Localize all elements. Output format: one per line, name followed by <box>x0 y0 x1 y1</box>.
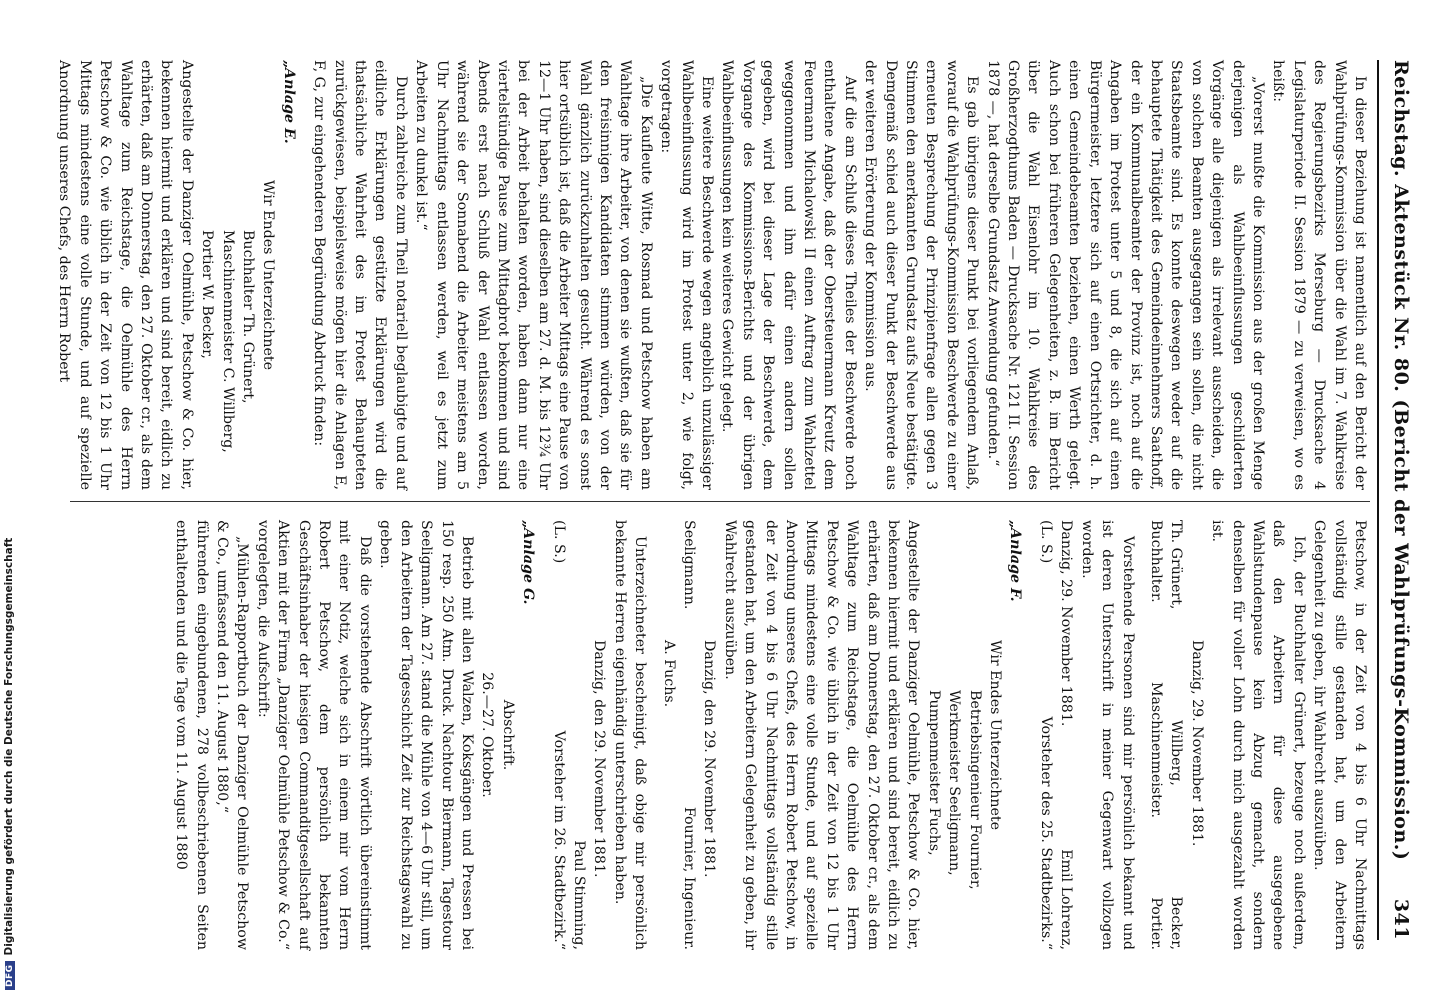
dfg-logo-icon: DFG <box>5 961 15 990</box>
footer-credit <box>3 10 19 990</box>
signatory: Buchhalter Th. Grünert, <box>240 230 257 404</box>
date-line: Danzig, 29. November 1881. <box>1058 520 1075 727</box>
signature-names <box>1166 520 1186 950</box>
footer-strip <box>0 0 22 1000</box>
seal-mark: (L. S.) <box>550 520 567 564</box>
right-column <box>171 520 1370 950</box>
signature: Fournier, Ingenieur. <box>681 806 697 950</box>
annex-f-title: „Anlage F. <box>1007 520 1024 602</box>
declaration-text: Angestellte der Danziger Oelmühle, Petschow & Co. hier, bekennen hiermit und erklären und sind bereit, eidlich zu erhärten, daß am Donnerstag, den 27. Oktober cr., als dem Wahltage zum Reichstage, die Oelmühle des Herrn Petschow & Co. wie üblich in der Zeit von 12 bis 1 Uhr Mittags mindestens eine volle Stunde, und auf spezielle Anordnung unseres Chefs, des Herrn Robert <box>56 60 195 490</box>
signatory: Betriebsingenieur Fournier, <box>966 690 983 890</box>
paragraph: Es gab übrigens dieser Punkt bei vorliegendem Anlaß, worauf die Wahlprüfungs-Kommission Beschwerde zu einer erneuten Besprechung der Prinzipienfrage allen gegen 3 Stimmen den anerkannten Grundsatz aufs Neue bestätigte. Demgemäß schied auch dieser Punkt der Beschwerde aus der weiteren Erörterung der Kommission aus. <box>862 60 981 490</box>
page-number: 341 <box>1390 898 1412 940</box>
date-line: Danzig, den 29. November 1881. <box>591 640 608 878</box>
signature: Seeligmann. <box>681 520 697 610</box>
certification-line <box>1036 520 1056 950</box>
annex-g-title: „Anlage G. <box>520 520 537 605</box>
paragraph: In dieser Beziehung ist namentlich auf den Bericht der Wahlprüfungs-Kommission über die Wahl im 7. Wahlkreise des Regierungsbezirks Merseburg — Drucksache 4 Legislaturperiode II. Session 1879 — zu verweisen, wo es heißt: <box>1270 60 1368 490</box>
running-header <box>1384 60 1412 940</box>
column-divider <box>70 501 1370 502</box>
header-title: Reichstag. Aktenstück Nr. 80. (Bericht der Wahlprüfungs-Kommission.) <box>1390 60 1412 861</box>
declaration-text: Angestellte der Danziger Oelmühle, Petschow & Co. hier, bekennen hiermit und erklären und sind bereit, eidlich zu erhärten, daß am Donnerstag, den 27. Oktober cr., als dem Wahltage zum Reichstage, die Oelmühle des Herrn Petschow & Co. wie üblich in der Zeit von 12 bis 1 Uhr Mittags mindestens eine volle Stunde, und auf spezielle Anordnung unseres Chefs, des Herrn Robert Petschow, in der Zeit von 4 bis 6 Uhr Nachmittags vollständig stille gestanden hat, um den Arbeitern Gelegenheit zu geben, ihr Wahlrecht auszuüben. <box>721 520 922 950</box>
signature: Th. Grünert, <box>1168 520 1185 610</box>
role-label: Vorsteher im 26. Stadtbezirk.“ <box>550 730 567 950</box>
paragraph: Eine weitere Beschwerde wegen angeblich unzulässiger Wahlbeeinflussung wird im Protest unter 2, wie folgt, vorgetragen: <box>658 60 715 490</box>
signature: Emil Lohrenz, <box>1058 849 1075 950</box>
paragraph: Durch zahlreiche zum Theil notariell beglaubigte und auf eidliche Erklärungen gestützte Erklärungen wird die thatsächliche Wahrheit des im Protest Behaupteten zurückgewiesen, beispielsweise mögen hier die Anlagen E, F, G, zur eingehenderen Begründung Abdruck finden: <box>311 60 409 490</box>
quote-paragraph: „Die Kaufleute Witte, Rosmad und Petschow haben am Wahltage ihre Arbeiter, von denen sie wußten, daß sie für den freisinnigen Kandidaten stimmen würden, von der Wahl gänzlich zurückzuhalten gesucht. Während es sonst hier ortsüblich ist, daß die Arbeiter Mittags eine Pause von 12—1 Uhr haben, sind dieselben am 27. d. M. bis 12¾ Uhr bei der Arbeit behalten worden, haben dann nur eine viertelstündige Pause zum Mittagbrot bekommen und sind Abends erst nach Schluß der Wahl entlassen worden, während sie der Sonnabend die Arbeiter meistens am 5 Uhr Nachmittags entlassen werden, weil es jetzt zum Arbeiten zu dunkel ist.“ <box>413 60 654 490</box>
signature: Willberg, <box>1168 720 1185 786</box>
signatories-intro: Wir Endes Unterzeichnete <box>260 180 277 371</box>
paragraph: Daß die vorstehende Abschrift wörtlich übereinstimmt mit einer Notiz, welche sich in einem mir vom Herrn Robert Petschow, dem persönlich bekannten Geschäftsinhaber der hiesigen Commanditgesellschaft auf Aktien mit der Firma „Danziger Oelmühle Petschow & Co.“ vorgelegten, die Aufschrift: <box>254 520 373 950</box>
copy-label: Abschrift. <box>499 699 516 771</box>
role-label: Vorsteher des 25. Stadtbezirks.“ <box>1037 716 1054 950</box>
footer-text: Digitalisierung gefördert durch die Deutsche Forschungsgemeinschaft <box>3 537 15 956</box>
quote-paragraph: „Mühlen-Rapportbuch der Danziger Oelmühle Petschow & Co., umfassend den 11. August 1880,“ <box>214 520 251 950</box>
quote-paragraph: „Vorerst mußte die Kommission aus der großen Menge derjenigen als Wahlbeeinflussungen geschilderten Vorgänge alle diejenigen als irrelevant ausscheiden, die von solchen Beamten ausgegangen sein sollen, die nicht Staatsbeamte sind. Es konnte deswegen weder auf die behauptete Thätigkeit des Gemeindeeinnehmers Saathoff, der ein Kommunalbeamter der Provinz ist, noch auf die Angaben im Protest unter 5 und 8, die sich auf einen Bürgermeister, letztere sich auf einen Ortsrichter, d. h. einen Gemeindebeamten beziehen, einen Werth gelegt. Auch schon bei früheren Gelegenheiten, z. B. im Bericht über die Wahl Eisenlohr im 10. Wahlkreise des Großherzogthums Baden — Drucksache Nr. 121 II. Session 1878 —, hat derselbe Grundsatz Anwendung gefunden.“ <box>984 60 1266 490</box>
date-line: Danzig, 29. November 1881. <box>1188 640 1205 847</box>
annex-e-title: „Anlage E. <box>280 60 297 144</box>
left-column <box>54 60 1370 490</box>
seal-mark: (L. S.) <box>1037 520 1054 564</box>
paragraph: Betrieb mit allen Walzen, Koksgängen und Pressen bei 150 resp. 250 Atm. Druck. Nachtour Biermann, Tagestour Seeligmann. Am 27. stand die Mühle von 4—6 Uhr still, um den Arbeitern der Tagesschicht Zeit zur Reichstagswahl zu geben. <box>377 520 475 950</box>
header-rule <box>1377 60 1379 940</box>
signature: Paul Stimming, <box>570 840 587 950</box>
paragraph: Unterzeichneter bescheinigt, daß obige mir persönlich bekannte Herren eigenhändig unterschrieben haben. <box>611 520 649 950</box>
certification-line <box>1056 520 1076 950</box>
signatories-intro: Wir Endes Unterzeichnete <box>987 640 1004 831</box>
signatory: Werkmeister Seeligmann, <box>946 690 963 876</box>
paragraph: Ich, der Buchhalter Grünert, bezeuge noch außerdem, daß den Arbeitern für diese ausgegebene Wahlstundenpause kein Abzug gemacht, sondern denselben für voller Lohn durch mich ausgezahlt worden ist. <box>1209 520 1307 950</box>
signatory: Portier W. Becker, <box>199 230 216 359</box>
date-line: Danzig, den 29. November 1881. <box>701 640 718 878</box>
paragraph: Vorstehende Personen sind mir persönlich bekannt und ist deren Unterschrift in meiner Gegenwart vollzogen worden. <box>1078 520 1136 950</box>
signature-roles <box>1146 520 1166 950</box>
role-label: Buchhalter. <box>1147 520 1164 603</box>
signatory: Pumpenmeister Fuchs, <box>925 690 942 856</box>
role-label: Maschinenmeister. <box>1147 681 1164 818</box>
paragraph: führenden eingebundenen, 278 vollbeschriebenen Seiten enthaltenden und die Tage vom 11. August 1880 <box>173 520 210 950</box>
signature: Becker, <box>1168 896 1185 950</box>
paragraph: Auf die am Schluß dieses Theiles der Beschwerde noch enthaltene Angabe, daß der Obersteuermann Kreutz dem Feuermann Michalowski II einen Auftrag zum Wahlzettel weggenommen und ihm dafür einen andern sollen gegeben, wird bei dieser Lage der Beschwerde, dem Vorgange des Kommissions-Berichts und der übrigen Wahlbeeinflussungen kein weiteres Gewicht gelegt. <box>719 60 858 490</box>
certification-line <box>548 520 568 950</box>
declaration-text: Petschow, in der Zeit von 4 bis 6 Uhr Nachmittags vollständig stille gestanden hat, um den Arbeitern Gelegenheit zu geben, ihr Wahlrecht auszuüben. <box>1311 520 1368 950</box>
date-range: 26.—27. Oktober. <box>479 672 496 798</box>
role-label: Portier. <box>1147 897 1164 950</box>
signature: A. Fuchs. <box>660 640 677 708</box>
signature-names <box>679 520 699 950</box>
signatory: Maschinenmeister C. Willberg, <box>219 230 236 453</box>
